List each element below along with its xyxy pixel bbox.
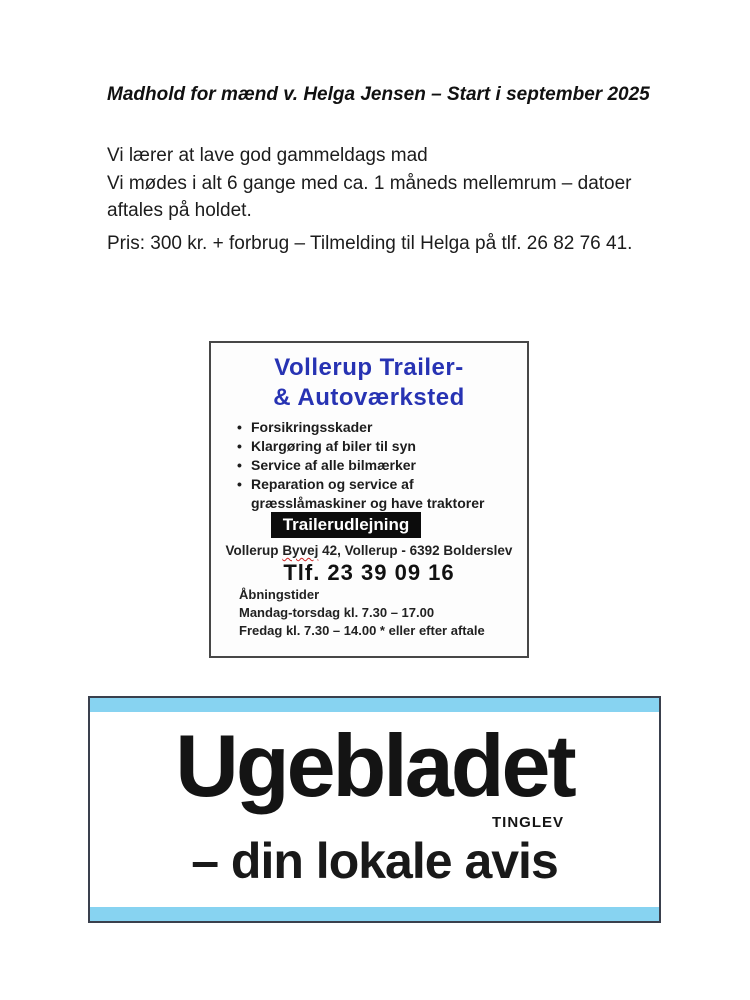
newspaper-tagline: – din lokale avis bbox=[191, 833, 558, 889]
workshop-phone: Tlf. 23 39 09 16 bbox=[283, 560, 455, 585]
trailer-rental-badge: Trailerudlejning bbox=[271, 512, 421, 538]
newspaper-city: TINGLEV bbox=[491, 814, 564, 831]
service-item: • Klargøring af biler til syn bbox=[235, 437, 507, 456]
course-heading: Madhold for mænd v. Helga Jensen – Start i september 2025 bbox=[107, 84, 650, 105]
service-item: • Reparation og service af græsslåmaskiner og have traktorer bbox=[235, 475, 507, 513]
opening-hours-friday: Fredag kl. 7.30 – 14.00 * eller efter aftale bbox=[239, 623, 485, 638]
workshop-address-prefix: Vollerup bbox=[225, 543, 283, 558]
newspaper-logo: Ugebladet bbox=[175, 716, 574, 815]
opening-hours-title: Åbningstider bbox=[239, 587, 320, 602]
course-description bbox=[107, 142, 663, 225]
banner-bottom-stripe bbox=[90, 907, 659, 921]
course-description-line1: Vi lærer at lave god gammeldags mad bbox=[107, 145, 428, 166]
course-description-line2: Vi mødes i alt 6 gange med ca. 1 måneds mellemrum – datoer aftales på holdet. bbox=[107, 172, 632, 221]
banner-top-stripe bbox=[90, 698, 659, 712]
opening-hours-weekdays: Mandag-torsdag kl. 7.30 – 17.00 bbox=[239, 605, 435, 620]
service-item: • Service af alle bilmærker bbox=[235, 456, 507, 475]
workshop-opening-hours bbox=[239, 586, 519, 640]
workshop-ad-title-line1: Vollerup Trailer- bbox=[274, 354, 464, 381]
workshop-ad-title bbox=[211, 353, 527, 413]
course-pricing-line: Pris: 300 kr. + forbrug – Tilmelding til Helga på tlf. 26 82 76 41. bbox=[107, 233, 633, 254]
workshop-address-suffix: 42, Vollerup - 6392 Bolderslev bbox=[318, 543, 513, 558]
workshop-address-misspelled-word: Byvej bbox=[282, 543, 319, 558]
workshop-ad bbox=[209, 341, 529, 658]
workshop-address bbox=[211, 543, 527, 558]
service-item: • Forsikringsskader bbox=[235, 418, 507, 437]
workshop-services-list bbox=[235, 418, 507, 513]
newspaper-banner bbox=[88, 696, 661, 923]
workshop-ad-title-line2: & Autoværksted bbox=[273, 384, 465, 411]
